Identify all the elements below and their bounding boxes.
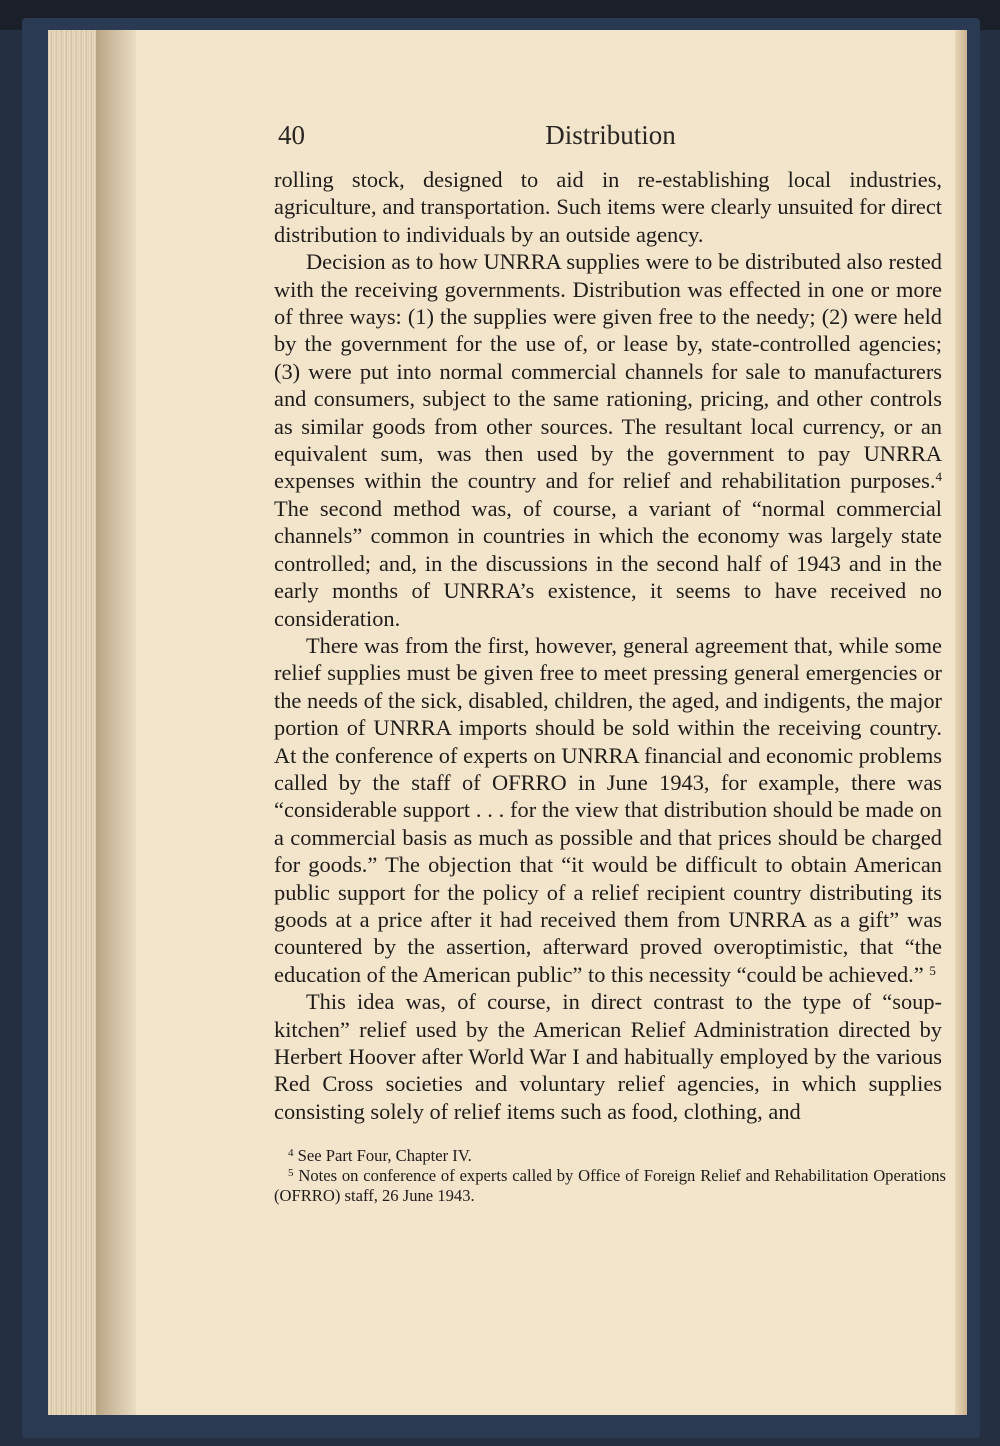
paragraph-2	[274, 248, 942, 632]
page-number: 40	[278, 120, 305, 150]
gutter-shadow	[96, 30, 136, 1415]
paragraph-3	[274, 632, 942, 988]
footnote-5	[274, 1166, 946, 1206]
running-head	[278, 120, 943, 160]
footnotes	[274, 1146, 946, 1206]
chapter-title: Distribution	[545, 120, 676, 150]
paragraph-4: This idea was, of course, in direct contrast to the type of “soup-kitchen” relief used by the American Relief Administration directed by Herbert Hoover after World War I and habitually employed by the various Red Cross societies and voluntary relief agencies, in which supplies consisting solely of relief items such as food, clothing, and	[274, 989, 942, 1124]
footnote-4-mark: 4	[288, 1147, 294, 1159]
paragraph-1: rolling stock, designed to aid in re-establishing local industries, agriculture, and transportation. Such items were clearly unsuited for direct distribution to individuals by an outside agency.	[274, 167, 942, 247]
paragraph-2-text-before: Decision as to how UNRRA supplies were to be distributed also rested with the receiving governments. Distribution was effected in one or more of three ways: (1) the supplies were given free to the needy; (2) were held by the government for the use of, or lease by, state-controlled agencies; (3) were put into normal commercial channels for sale to manufacturers and consumers, subject to the same rationing, pricing, and other controls as similar goods from other sources. The resultant local currency, or an equivalent sum, was then used by the government to pay UNRRA expenses within the country and for relief and rehabilitation purposes.	[274, 249, 942, 494]
footnote-ref-5: 5	[929, 962, 936, 978]
footnote-5-mark: 5	[288, 1167, 294, 1179]
page-right-edge	[955, 30, 967, 1415]
paragraph-3-text: There was from the first, however, general agreement that, while some relief supplies must be given free to meet pressing general emergencies or the needs of the sick, disabled, children, the aged, and indigents, the major portion of UNRRA imports should be sold within the receiving country. At the conference of experts on UNRRA financial and economic problems called by the staff of OFRRO in June 1943, for example, there was “considerable support . . . for the view that distribution should be made on a commercial basis as much as possible and that prices should be charged for goods.” The objection that “it would be difficult to obtain American public support for the policy of a relief recipient country distributing its goods at a price after it had received them from UNRRA as a gift” was countered by the assertion, afterward proved overoptimistic, that “the education of the American public” to this necessity “could be achieved.”	[274, 632, 942, 987]
footnote-ref-4: 4	[935, 469, 942, 485]
footnote-5-text: Notes on conference of experts called by Office of Foreign Relief and Rehabilitation Operations (OFRRO) staff, 26 June 1943.	[274, 1166, 947, 1205]
body-text	[274, 166, 942, 1125]
paragraph-2-text-after: The second method was, of course, a variant of “normal commercial channels” common in countries in which the economy was largely state controlled; and, in the discussions in the second half of 1943 and in the early months of UNRRA’s existence, it seems to have received no consideration.	[274, 495, 942, 631]
footnote-4	[274, 1146, 946, 1166]
footnote-4-text: See Part Four, Chapter IV.	[297, 1146, 472, 1165]
